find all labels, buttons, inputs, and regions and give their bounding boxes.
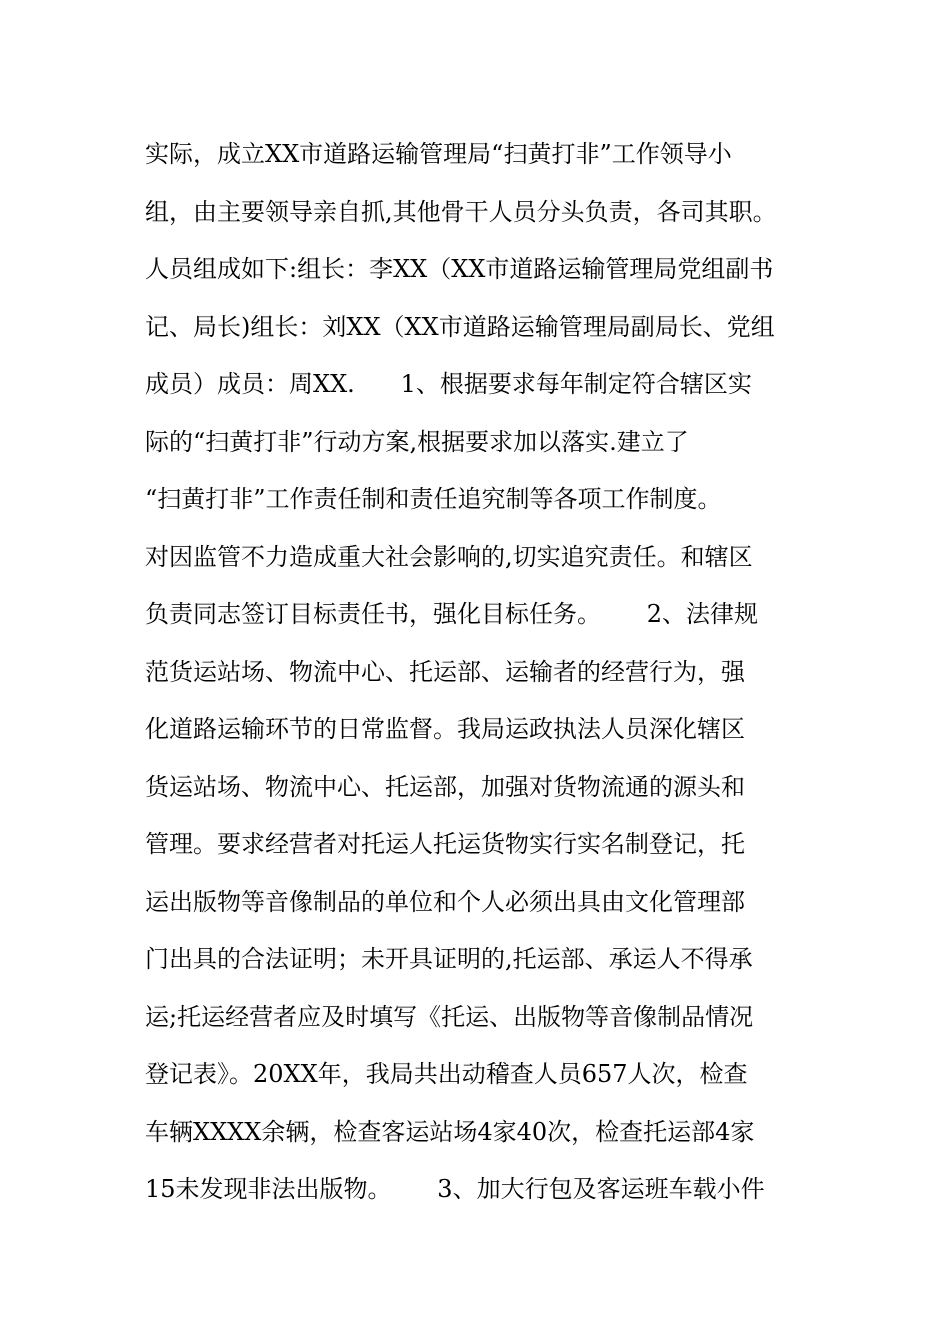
text-line-14: 运出版物等音像制品的单位和个人必须出具由文化管理部 — [145, 887, 745, 916]
text-line-15: 门出具的合法证明；未开具证明的,托运部、承运人不得承 — [145, 945, 753, 973]
text-line-1: 实际，成立XX市道路运输管理局“扫黄打非”工作领导小 — [145, 140, 732, 168]
text-line-3: 人员组成如下:组长：李XX（XX市道路运输管理局党组副书 — [145, 255, 774, 283]
text-line-7: “扫黄打非”工作责任制和责任追究制等各项工作制度。 — [145, 485, 722, 513]
text-line-16: 运;托运经营者应及时填写《托运、出版物等音像制品情况 — [145, 1002, 754, 1031]
text-line-10: 范货运站场、物流中心、托运部、运输者的经营行为，强 — [145, 657, 745, 686]
text-line-5: 成员）成员：周XX. 1、根据要求每年制定符合辖区实 — [145, 370, 752, 398]
text-line-4: 记、局长)组长：刘XX（XX市道路运输管理局副局长、党组 — [145, 312, 775, 341]
text-line-12: 货运站场、物流中心、托运部，加强对货物流通的源头和 — [145, 772, 745, 801]
text-line-13: 管理。要求经营者对托运人托运货物实行实名制登记，托 — [145, 830, 745, 858]
text-line-8: 对因监管不力造成重大社会影响的,切实追究责任。和辖区 — [145, 542, 753, 571]
text-line-17: 登记表》。20XX年，我局共出动稽查人员657人次，检查 — [145, 1060, 748, 1088]
text-line-6: 际的“扫黄打非”行动方案,根据要求加以落实.建立了 — [145, 427, 689, 456]
text-line-19: 15未发现非法出版物。 3、加大行包及客运班车载小件 — [145, 1175, 765, 1203]
text-line-11: 化道路运输环节的日常监督。我局运政执法人员深化辖区 — [145, 715, 745, 743]
body-text — [145, 126, 835, 1219]
text-line-2: 组，由主要领导亲自抓,其他骨干人员分头负责，各司其职。 — [145, 197, 777, 226]
text-line-9: 负责同志签订目标责任书，强化目标任务。 2、法律规 — [145, 600, 759, 628]
text-line-18: 车辆XXXX余辆，检查客运站场4家40次，检查托运部4家 — [145, 1117, 755, 1146]
